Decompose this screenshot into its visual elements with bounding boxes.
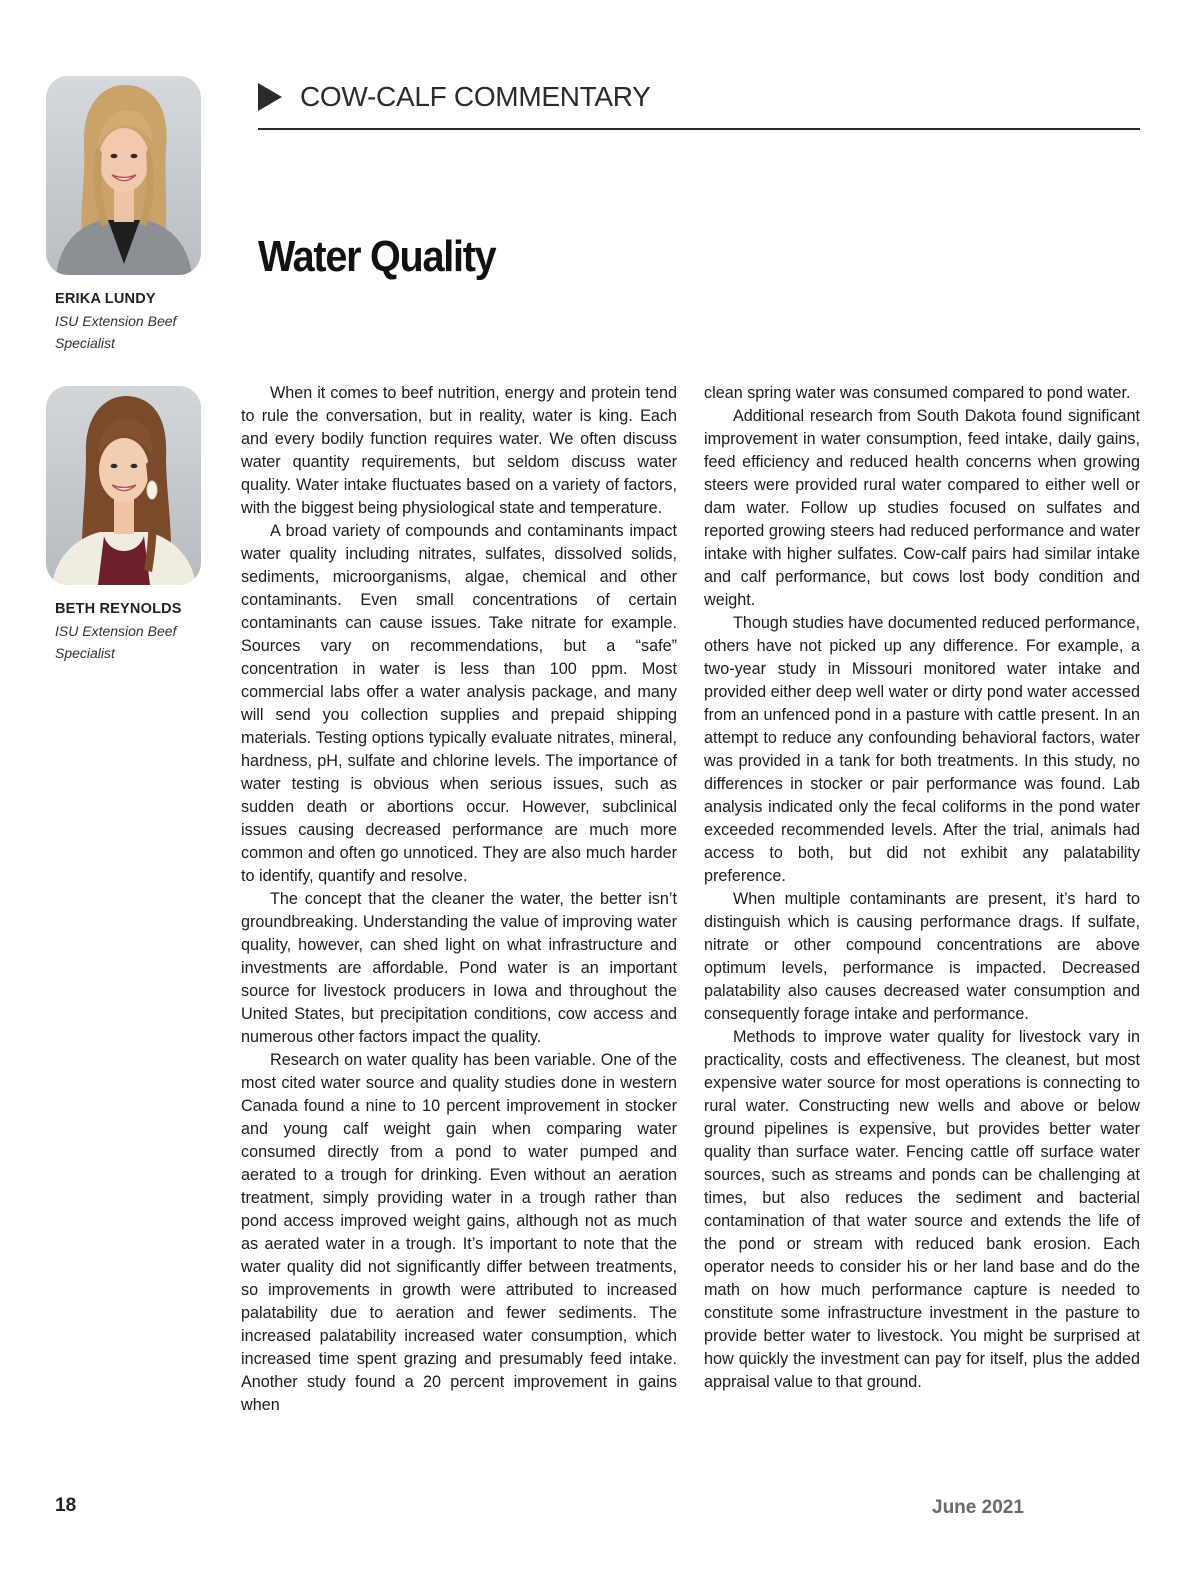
article-column-left [241, 382, 677, 1417]
article-column-right [704, 382, 1140, 1394]
paragraph: A broad variety of compounds and contaminants impact water quality including nitrates, sulfates, dissolved solids, sediments, microorganisms, algae, chemical and other contaminants. Even small concentrations of certain contaminants can cause issues. Take nitrate for example. Sources vary on recommendations, but a “safe” concentration in water is less than 100 ppm. Most commercial labs offer a water analysis package, and many will send you collection supplies and prepaid shipping materials. Testing options typically evaluate nitrates, mineral, hardness, pH, sulfate and chlorine levels. The importance of water testing is obvious when serious issues, such as sudden death or abortions occur. However, subclinical issues causing decreased performance are much more common and often go unnoticed. They are also much harder to identify, quantify and resolve. [241, 522, 677, 885]
paragraph-continuation: clean spring water was consumed compared to pond water. [704, 384, 1131, 402]
author-photo-beth-reynolds [46, 386, 201, 585]
author-name: ERIKA LUNDY [55, 291, 156, 307]
article-title: Water Quality [258, 232, 496, 281]
paragraph: When it comes to beef nutrition, energy and protein tend to rule the conversation, but in reality, water is king. Each and every bodily function requires water. We often discuss water quantity requirements, but seldom discuss water quality. Water intake fluctuates based on a variety of factors, with the biggest being physiological state and temperature. [241, 384, 677, 517]
author-title: ISU Extension Beef Specialist [55, 313, 177, 351]
play-triangle-icon [258, 83, 282, 111]
issue-date: June 2021 [932, 1497, 1024, 1518]
paragraph: Though studies have documented reduced performance, others have not picked up any difference. For example, a two-year study in Missouri monitored water intake and provided either deep well water or dirty pond water accessed from an unfenced pond in a pasture with cattle present. In an attempt to reduce any confounding behavioral factors, water was provided in a tank for both treatments. In this study, no differences in stocker or pair performance was found. Lab analysis indicated only the fecal coliforms in the pond water exceeded recommended levels. After the trial, animals had access to both, but did not exhibit any palatability preference. [704, 614, 1140, 885]
section-header [258, 78, 1140, 130]
section-title: COW-CALF COMMENTARY [300, 81, 651, 112]
paragraph: The concept that the cleaner the water, the better isn’t groundbreaking. Understanding the value of improving water quality, however, can shed light on what infrastructure and investments are affordable. Pond water is an important source for livestock producers in Iowa and throughout the United States, but precipitation conditions, cow access and numerous other factors impact the quality. [241, 890, 677, 1046]
paragraph: Research on water quality has been variable. One of the most cited water source and quality studies done in western Canada found a nine to 10 percent improvement in stocker and young calf weight gain when comparing water consumed directly from a pond to water pumped and aerated to a trough for drinking. Even without an aeration treatment, simply providing water in a trough rather than pond access improved weight gains, although not as much as aerated water in a trough. It’s important to note that the water quality did not significantly differ between treatments, so improvements in growth were attributed to increased palatability due to aeration and fewer sediments. The increased palatability increased water consumption, which increased time spent grazing and presumably feed intake. Another study found a 20 percent improvement in gains when [241, 1051, 677, 1414]
paragraph: Additional research from South Dakota found significant improvement in water consumption, feed intake, daily gains, feed efficiency and reduced health concerns when growing steers were provided rural water compared to either well or dam water. Follow up studies focused on sulfates and reported growing steers had reduced performance and water intake with higher sulfates. Cow-calf pairs had similar intake and calf performance, but cows lost body condition and weight. [704, 407, 1140, 609]
author-photo-erika-lundy [46, 76, 201, 275]
author-name: BETH REYNOLDS [55, 601, 182, 617]
paragraph: Methods to improve water quality for livestock vary in practicality, costs and effectiveness. The cleanest, but most expensive water source for most operations is connecting to rural water. Constructing new wells and above or below ground pipelines is expensive, but provides better water quality than surface water. Fencing cattle off surface water sources, such as streams and ponds can be challenging at times, but also reduces the sediment and bacterial contamination of that water source and extends the life of the pond or stream with reduced bank erosion. Each operator needs to consider his or her land base and do the math on how much performance capture is needed to constitute some infrastructure investment in the pasture to provide better water to livestock. You might be surprised at how quickly the investment can pay for itself, plus the added appraisal value to that ground. [704, 1028, 1140, 1391]
page-number: 18 [55, 1495, 77, 1516]
author-title: ISU Extension Beef Specialist [55, 623, 177, 661]
paragraph: When multiple contaminants are present, it’s hard to distinguish which is causing performance drags. If sulfate, nitrate or other compound concentrations are above optimum levels, performance is impacted. Decreased palatability also causes decreased water consumption and consequently forage intake and performance. [704, 890, 1140, 1023]
